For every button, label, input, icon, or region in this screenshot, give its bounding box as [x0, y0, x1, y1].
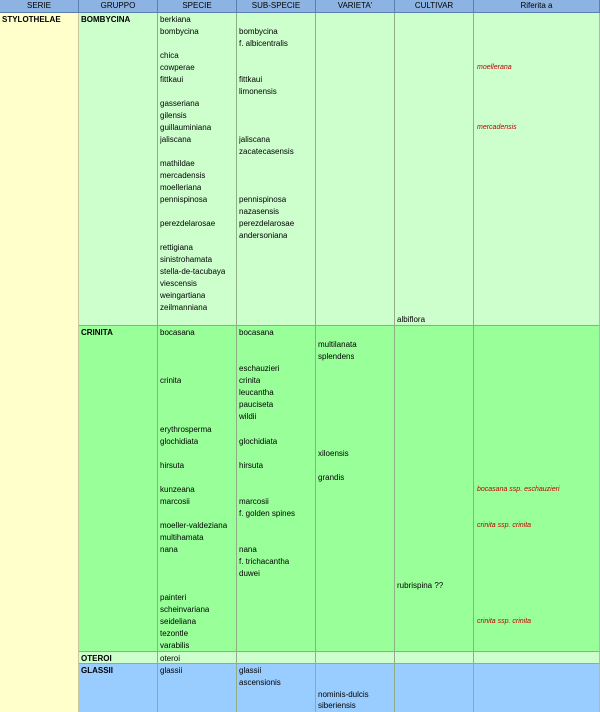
group-label-bombycina: BOMBYCINA — [81, 15, 131, 24]
riferita-crinita-ssp-crinita-2: crinita ssp. crinita — [477, 618, 532, 625]
specie-stella-de-tacubaya: stella-de-tacubaya — [160, 267, 226, 276]
subspecie-pennispinosa: pennispinosa — [239, 195, 287, 204]
subspecie-f-golden-spines: f. golden spines — [239, 509, 296, 518]
specie-tezontle: tezontle — [160, 629, 189, 638]
specie-pennispinosa: pennispinosa — [160, 195, 208, 204]
subspecie-fittkaui: fittkaui — [239, 75, 263, 84]
specie-kunzeana: kunzeana — [160, 485, 195, 494]
header-varieta: VARIETA' — [316, 0, 395, 13]
varieta-nominis-dulcis: nominis-dulcis — [318, 690, 369, 699]
col-divider — [315, 13, 316, 712]
cultivar-rubrispina: rubrispina ?? — [397, 581, 444, 590]
subspecie-zacatecasensis: zacatecasensis — [239, 147, 294, 156]
cultivar-albiflora: albiflora — [397, 315, 426, 324]
group-label-oteroi: OTEROI — [81, 654, 112, 663]
specie-cowperae: cowperae — [160, 63, 195, 72]
specie-gilensis: gilensis — [160, 111, 187, 120]
specie-multihamata: multihamata — [160, 533, 204, 542]
subspecie-hirsuta: hirsuta — [239, 461, 264, 470]
subspecie-ascensionis: ascensionis — [239, 678, 281, 687]
specie-varabilis: varabilis — [160, 641, 190, 650]
subspecie-andersoniana: andersoniana — [239, 231, 288, 240]
specie-perezdelarosae: perezdelarosae — [160, 219, 216, 228]
header-cultivar: CULTIVAR — [395, 0, 474, 13]
subspecie-eschauzieri: eschauzieri — [239, 364, 280, 373]
specie-mathildae: mathildae — [160, 159, 195, 168]
specie-scheinvariana: scheinvariana — [160, 605, 210, 614]
specie-painteri: painteri — [160, 593, 187, 602]
specie-sinistrohamata: sinistrohamata — [160, 255, 213, 264]
specie-bombycina: bombycina — [160, 27, 199, 36]
subspecie-limonensis: limonensis — [239, 87, 277, 96]
group-label-crinita: CRINITA — [81, 328, 113, 337]
specie-chica: chica — [160, 51, 179, 60]
header-sub-specie: SUB-SPECIE — [237, 0, 316, 13]
col-divider — [157, 13, 158, 712]
varieta-siberiensis: siberiensis — [318, 701, 356, 710]
col-divider — [394, 13, 395, 712]
specie-moelleriana: moelleriana — [160, 183, 202, 192]
subspecie-nana: nana — [239, 545, 257, 554]
specie-nana: nana — [160, 545, 178, 554]
specie-marcosii: marcosii — [160, 497, 190, 506]
subspecie-nazasensis: nazasensis — [239, 207, 280, 216]
specie-crinita: crinita — [160, 376, 182, 385]
subspecie-bombycina: bombycina — [239, 27, 278, 36]
specie-glochidiata: glochidiata — [160, 437, 199, 446]
subspecie-pauciseta: pauciseta — [239, 400, 274, 409]
subspecie-f-trichacantha: f. trichacantha — [239, 557, 290, 566]
specie-viescensis: viescensis — [160, 279, 197, 288]
riferita-bocasana-ssp-eschauzieri: bocasana ssp. eschauzieri — [477, 486, 560, 493]
header-riferita: Riferita a — [474, 0, 600, 13]
subspecie-leucantha: leucantha — [239, 388, 274, 397]
specie-moeller-valdeziana: moeller-valdeziana — [160, 521, 228, 530]
group-label-glassii: GLASSII — [81, 666, 114, 675]
riferita-moellerana: moellerana — [477, 64, 512, 71]
specie-oteroi: oteroi — [160, 654, 181, 663]
specie-zeilmanniana: zeilmanniana — [160, 303, 208, 312]
subspecie-jaliscana: jaliscana — [239, 135, 271, 144]
subspecie-duwei: duwei — [239, 569, 260, 578]
header-specie: SPECIE — [158, 0, 237, 13]
subspecie-crinita: crinita — [239, 376, 261, 385]
varieta-xiloensis: xiloensis — [318, 449, 349, 458]
subspecie-bocasana: bocasana — [239, 328, 274, 337]
specie-berkiana: berkiana — [160, 15, 191, 24]
varieta-multilanata: multilanata — [318, 340, 357, 349]
subspecie-glochidiata: glochidiata — [239, 437, 278, 446]
col-divider — [473, 13, 474, 712]
serie-cell — [0, 13, 79, 712]
specie-gasseriana: gasseriana — [160, 99, 200, 108]
varieta-grandis: grandis — [318, 473, 345, 482]
riferita-mercadensis: mercadensis — [477, 124, 517, 131]
specie-guillauminiana: guillauminiana — [160, 123, 212, 132]
riferita-crinita-ssp-crinita: crinita ssp. crinita — [477, 522, 532, 529]
specie-erythrosperma: erythrosperma — [160, 425, 212, 434]
subspecie-f-albicentralis: f. albicentralis — [239, 39, 288, 48]
header-gruppo: GRUPPO — [79, 0, 158, 13]
specie-glassii: glassii — [160, 666, 183, 675]
specie-hirsuta: hirsuta — [160, 461, 185, 470]
header-serie: SERIE — [0, 0, 79, 13]
specie-fittkaui: fittkaui — [160, 75, 184, 84]
subspecie-wildii: wildii — [239, 412, 257, 421]
varieta-splendens: splendens — [318, 352, 355, 361]
serie-label: STYLOTHELAE — [2, 15, 61, 24]
specie-jaliscana: jaliscana — [160, 135, 192, 144]
subspecie-perezdelarosae: perezdelarosae — [239, 219, 295, 228]
specie-weingartiana: weingartiana — [160, 291, 206, 300]
specie-rettigiana: rettigiana — [160, 243, 193, 252]
specie-bocasana: bocasana — [160, 328, 195, 337]
subspecie-glassii: glassii — [239, 666, 262, 675]
specie-seideliana: seideliana — [160, 617, 197, 626]
subspecie-marcosii: marcosii — [239, 497, 269, 506]
col-divider — [236, 13, 237, 712]
specie-mercadensis: mercadensis — [160, 171, 206, 180]
